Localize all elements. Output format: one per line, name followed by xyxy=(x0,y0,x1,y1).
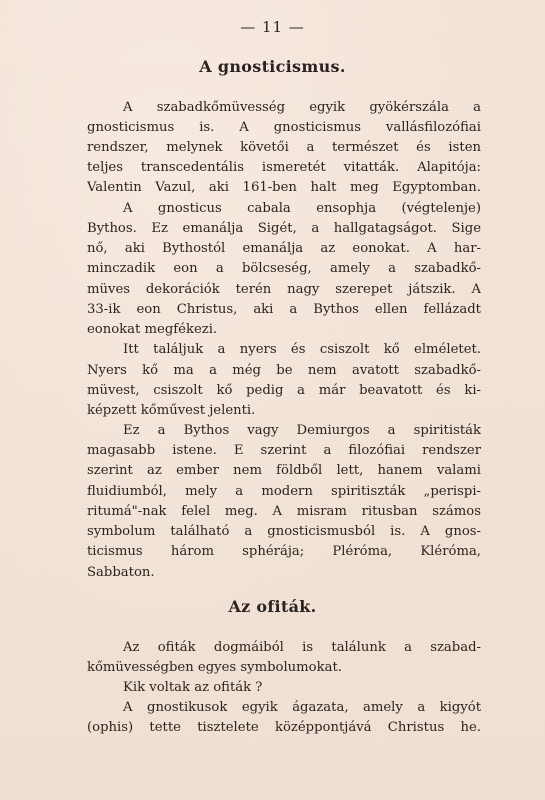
text-line: Itt találjuk a nyers és csiszolt kő elméletet. xyxy=(123,342,481,357)
text-line: 33-ik eon Christus, aki a Bythos ellen fellázadt xyxy=(87,302,481,317)
page-number: — 11 — xyxy=(240,18,305,36)
text-line: müvest, csiszolt kő pedig a már beavatott és ki- xyxy=(87,383,481,398)
text-line: Nyers kő ma a még be nem avatott szabadkő- xyxy=(87,363,481,378)
text-line: A gnosticus cabala ensophja (végtelenje) xyxy=(123,201,481,216)
text-line: magasabb istene. E szerint a filozófiai rendszer xyxy=(87,443,481,458)
text-line: Az ofiták dogmáiból is találunk a szabad- xyxy=(123,640,481,655)
text-line: Sabbaton. xyxy=(87,565,155,580)
text-line: gnosticismus is. A gnosticismus vallásfilozófiai xyxy=(87,120,481,135)
text-line: Ez a Bythos vagy Demiurgos a spiritisták xyxy=(123,423,481,438)
text-line: ticismus három sphérája; Pléróma, Kléróma, xyxy=(87,544,481,559)
text-line: A szabadkőmüvesség egyik gyökérszála a xyxy=(123,100,481,115)
section-title-gnosticismus: A gnosticismus. xyxy=(199,57,346,76)
text-line: rendszer, melynek követői a természet és isten xyxy=(87,140,481,155)
text-line: kőmüvességben egyes symbolumokat. xyxy=(87,660,342,675)
text-line: Kik voltak az ofiták ? xyxy=(123,680,263,695)
section-title-ofitak: Az ofiták. xyxy=(228,597,317,616)
text-line: symbolum található a gnosticismusból is. A gnos- xyxy=(87,524,481,539)
text-line: minczadik eon a bölcseség, amely a szabadkő- xyxy=(87,261,481,276)
text-line: szerint az ember nem földből lett, hanem valami xyxy=(87,463,481,478)
text-line: képzett kőművest jelenti. xyxy=(87,403,256,418)
text-line: ritumá"-nak felel meg. A misram ritusban számos xyxy=(87,504,481,519)
text-line: müves dekorációk terén nagy szerepet játszik. A xyxy=(87,282,481,297)
text-line: (ophis) tette tisztelete középpontjává Christus he. xyxy=(87,720,481,735)
text-line: A gnostikusok egyik ágazata, amely a kigyót xyxy=(123,700,481,715)
text-line: eonokat megfékezi. xyxy=(87,322,218,337)
text-line: Bythos. Ez emanálja Sigét, a hallgatagságot. Sige xyxy=(87,221,481,236)
text-line: Valentin Vazul, aki 161-ben halt meg Egyptomban. xyxy=(87,180,481,195)
text-line: fluidiumból, mely a modern spiritiszták „perispi- xyxy=(87,484,481,499)
text-line: nő, aki Bythostól emanálja az eonokat. A har- xyxy=(87,241,481,256)
text-line: teljes transcedentális ismeretét vitatták. Alapitója: xyxy=(87,160,481,175)
